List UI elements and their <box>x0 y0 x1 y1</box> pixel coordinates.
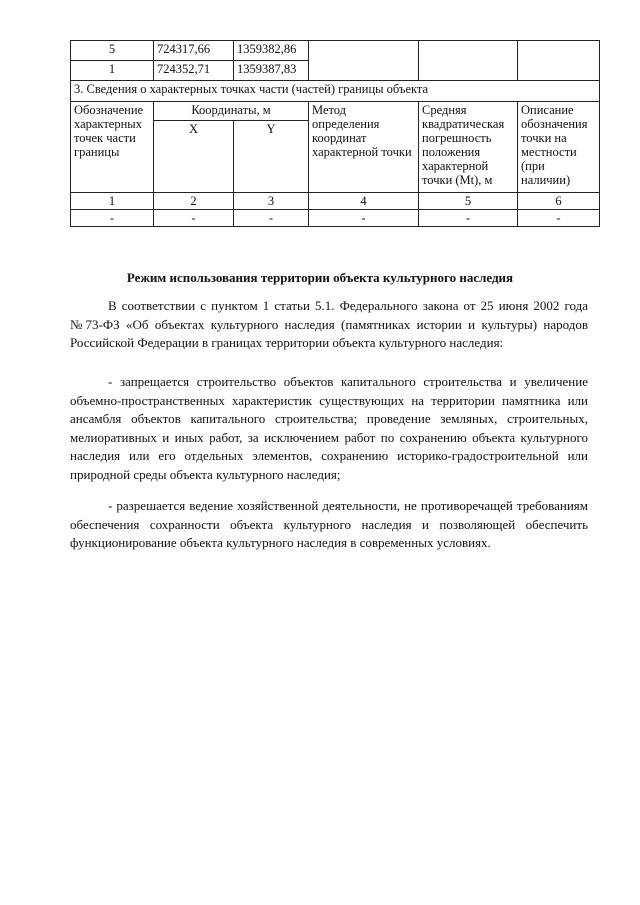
column-number: 5 <box>419 193 518 210</box>
description-cell <box>518 41 600 81</box>
x-coordinate-cell: 724317,66 <box>154 41 234 61</box>
header-method: Метод определения координат характерной точки <box>309 102 419 193</box>
section-3-heading: 3. Сведения о характерных точках части (частей) границы объекта <box>71 81 600 102</box>
header-error: Средняя квадратическая погрешность положения характерной точки (Mt), м <box>419 102 518 193</box>
column-number: 4 <box>309 193 419 210</box>
value-cell: - <box>419 210 518 227</box>
table-header-row <box>71 102 600 121</box>
header-y: Y <box>234 121 309 193</box>
point-number-cell: 1 <box>71 61 154 81</box>
value-cell: - <box>518 210 600 227</box>
column-number: 6 <box>518 193 600 210</box>
table-row <box>71 210 600 227</box>
value-cell: - <box>154 210 234 227</box>
header-x: X <box>154 121 234 193</box>
prohibited-paragraph: - запрещается строительство объектов капитального строительства и увеличение объемно-пространственных характеристик существующих на территории памятника или ансамбля объектов капитального строительства; проведение земляных, строительных, мелиоративных и иных работ, за исключением работ по сохранению объекта культурного наследия или его отдельных элементов, сохранению историко-градостроительной или природной среды объекта культурного наследия; <box>70 374 588 482</box>
value-cell: - <box>309 210 419 227</box>
error-cell <box>419 41 518 81</box>
method-cell <box>309 41 419 81</box>
table-row <box>71 81 600 102</box>
column-number-row <box>71 193 600 210</box>
column-number: 2 <box>154 193 234 210</box>
value-cell: - <box>234 210 309 227</box>
allowed-paragraph: - разрешается ведение хозяйственной деятельности, не противоречащей требованиям обеспечения сохранности объекта культурного наследия и позволяющей обеспечить функционирование объекта культурного наследия в современных условиях. <box>70 498 588 550</box>
x-coordinate-cell: 724352,71 <box>154 61 234 81</box>
header-coordinates: Координаты, м <box>154 102 309 121</box>
column-number: 3 <box>234 193 309 210</box>
header-description: Описание обозначения точки на местности (при наличии) <box>518 102 600 193</box>
point-number-cell: 5 <box>71 41 154 61</box>
header-designation: Обозначение характерных точек части границы <box>71 102 154 193</box>
y-coordinate-cell: 1359382,86 <box>234 41 309 61</box>
regime-title: Режим использования территории объекта культурного наследия <box>126 270 514 285</box>
y-coordinate-cell: 1359387,83 <box>234 61 309 81</box>
column-number: 1 <box>71 193 154 210</box>
coordinates-table <box>70 40 600 227</box>
table-row <box>71 41 600 61</box>
value-cell: - <box>71 210 154 227</box>
intro-paragraph: В соответствии с пунктом 1 статьи 5.1. Федерального закона от 25 июня 2002 года №73-ФЗ «Об объектах культурного наследия (памятниках истории и культуры) народов Российской Федерации в границах территории объекта культурного наследия: <box>70 298 588 350</box>
